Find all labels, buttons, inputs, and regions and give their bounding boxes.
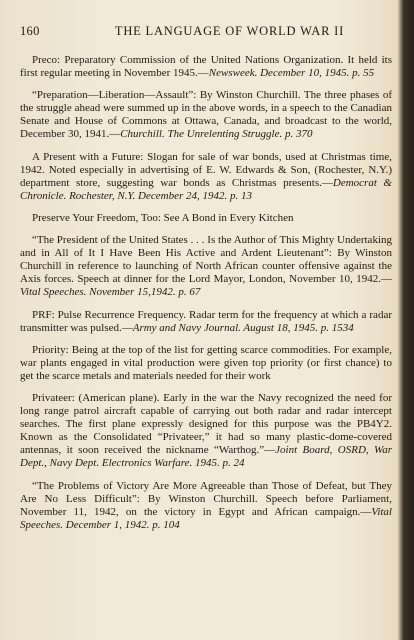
entry-term: Privateer: bbox=[32, 391, 75, 404]
entry-text: Being at the top of the list for getting scarce commodities. For example, war plants engaged in vital production were given top priority (or first chance) to get the scarce metals and materials needed for their work bbox=[20, 343, 392, 382]
entry-text: See A Bond in Every Kitchen bbox=[160, 211, 294, 224]
entry-prf bbox=[20, 309, 392, 335]
entry-text: Pulse Recurrence Frequency. Radar term for the frequency at which a radar transmitter was pulsed.— bbox=[20, 308, 392, 334]
entry-source: Joint Board, OSRD, War Dept., Navy Dept. Electronics Warfare. 1945. p. 24 bbox=[20, 444, 392, 470]
entry-preco bbox=[20, 54, 392, 80]
entry-text: By Winston Churchill. The three phases of the struggle ahead were summed up in the above words, in a speech to the Canadian Senate and House of Commons at Ottawa, Canada, and broadcast to the world, December 30, 1941.— bbox=[20, 89, 392, 141]
entry-preparation-liberation-assault bbox=[20, 89, 392, 141]
entry-term: Preserve Your Freedom, Too: bbox=[32, 211, 161, 224]
entry-source: Newsweek. December 10, 1945. p. 55 bbox=[208, 67, 375, 80]
glossary-entries bbox=[20, 54, 392, 541]
entry-source: Churchill. The Unrelenting Struggle. p. 370 bbox=[120, 128, 313, 141]
entry-source: Vital Speeches. December 1, 1942. p. 104 bbox=[20, 505, 392, 531]
entry-text: By Winston Churchill in reference to launching of North African counter offensive against the Axis forces. Speech at dinner for the Lord Mayor, London, November 10, 1942.— bbox=[20, 247, 392, 286]
entry-text: By Winston Churchill. Speech before Parliament, November 11, 1942, on the victory in Egypt and African campaign.— bbox=[20, 492, 392, 518]
page-number: 160 bbox=[20, 24, 40, 38]
entry-text: Slogan for sale of war bonds, used at Christmas time, 1942. Noted especially in advertising of E. W. Edwards & Son, (Rochester, N.Y.) department store, suggesting war bonds as Christmas presents.— bbox=[20, 150, 392, 189]
page-header bbox=[20, 24, 395, 39]
entry-president-of-the-united-states bbox=[20, 234, 392, 299]
entry-problems-of-victory bbox=[20, 480, 392, 532]
entry-term: “The President of the United States . . . Is the Author of This Mighty Undertaking and in All of It I Have Been His Active and Ardent Lieutenant”: bbox=[20, 234, 392, 260]
entry-priority bbox=[20, 344, 392, 383]
entry-term: A Present with a Future: bbox=[32, 150, 144, 163]
entry-term: PRF: bbox=[32, 308, 55, 321]
entry-source: Army and Navy Journal. August 18, 1945. p. 1534 bbox=[132, 321, 354, 334]
entry-term: Priority: bbox=[32, 343, 69, 356]
entry-term: “The Problems of Victory Are More Agreeable than Those of Defeat, but They Are No Less Difficult”: bbox=[20, 479, 392, 505]
entry-source: Democrat & Chronicle. Rochester, N.Y. December 24, 1942. p. 13 bbox=[20, 176, 392, 202]
entry-privateer bbox=[20, 392, 392, 471]
entry-source: Vital Speeches. November 15,1942. p. 67 bbox=[20, 286, 201, 299]
entry-present-with-a-future bbox=[20, 151, 392, 203]
running-head: THE LANGUAGE OF WORLD WAR II bbox=[114, 24, 345, 38]
entry-preserve-your-freedom bbox=[20, 212, 392, 225]
entry-term: “Preparation—Liberation—Assault”: bbox=[32, 89, 197, 102]
entry-term: Preco: bbox=[32, 54, 61, 66]
entry-text: (American plane). Early in the war the Navy recognized the need for long range patrol aircraft capable of carrying out both radar and radar intercept searches. The first plane expressly designed for this purpose was the PB4Y2. Known as the Consolidated “Privateer,” it had so many plastic-dome-covered antennas, it soon received the nickname “Warthog.”— bbox=[20, 391, 392, 457]
entry-text: Preparatory Commission of the United Nations Organization. It held its first regular meeting in November 1945.— bbox=[20, 54, 392, 80]
